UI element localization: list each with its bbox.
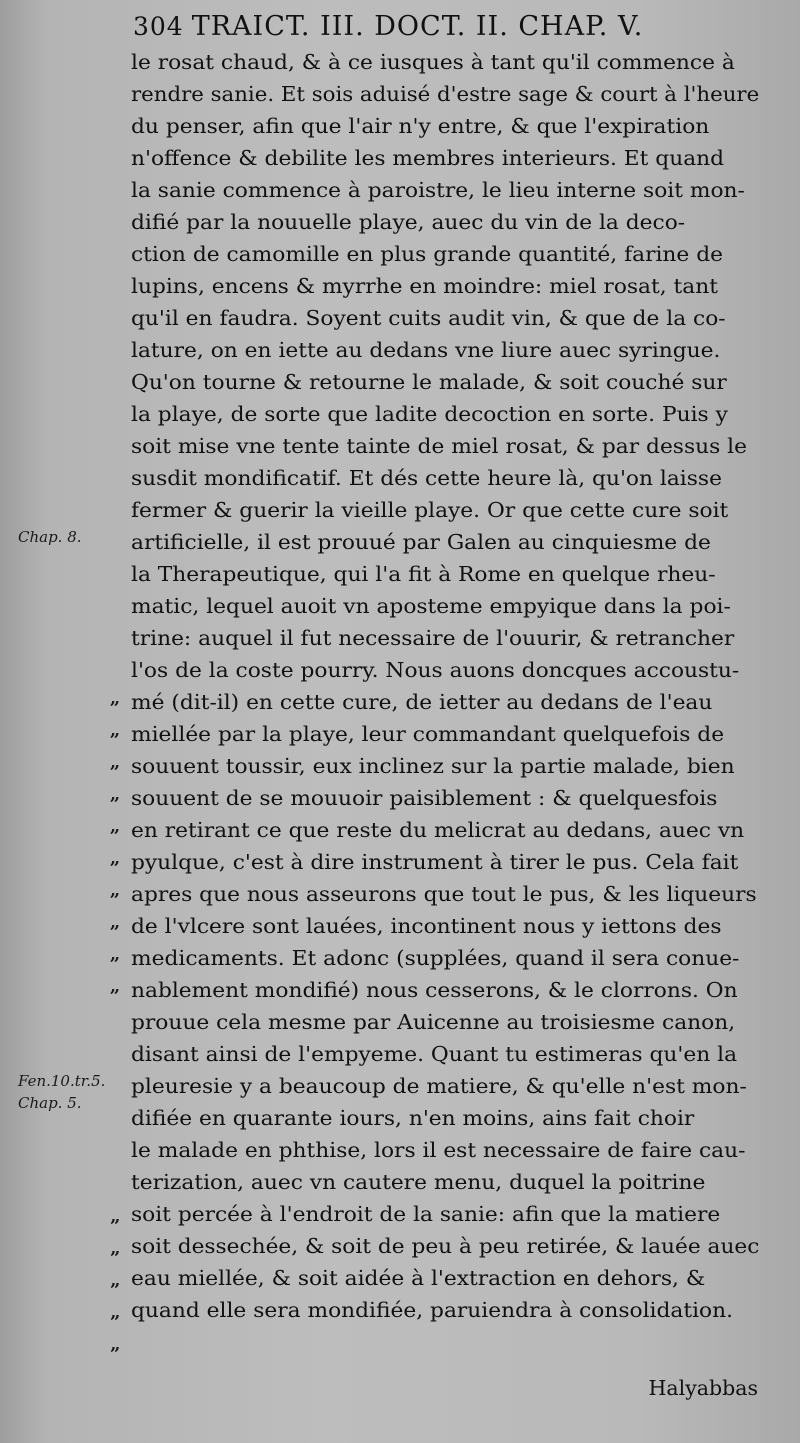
text-line: Qu'on tourne & retourne le malade, & soit couché sur [131,370,727,394]
body-text [131,46,761,1326]
text-line: disant ainsi de l'empyeme. Quant tu estimeras qu'en la [131,1042,738,1066]
text-line: la sanie commence à paroistre, le lieu interne soit mon- [131,178,745,202]
quote-mark: ” [109,1248,121,1269]
quote-mark: ” [109,1216,121,1237]
text-line: nablement mondifié) nous cesserons, & le clorrons. On [131,978,738,1002]
quote-mark: „ [109,752,121,773]
quote-mark: „ [109,688,121,709]
text-line: souuent toussir, eux inclinez sur la partie malade, bien [131,754,735,778]
page-number: 304 [133,12,184,41]
margin-note-chap-8: Chap. 8. [18,528,82,546]
text-line: lature, on en iette au dedans vne liure auec syringue. [131,338,721,362]
text-line: soit percée à l'endroit de la sanie: afin que la matiere [131,1202,721,1226]
text-line: le rosat chaud, & à ce iusques à tant qu'il commence à [131,50,735,74]
running-head [133,10,773,44]
margin-note-fen: Fen.10.tr.5. [18,1072,106,1090]
quote-mark: „ [109,976,121,997]
text-line: mé (dit-il) en cette cure, de ietter au dedans de l'eau [131,690,713,714]
text-line: difiée en quarante iours, n'en moins, ains fait choir [131,1106,695,1130]
quote-mark: „ [109,784,121,805]
text-line: en retirant ce que reste du melicrat au dedans, auec vn [131,818,745,842]
text-line: difié par la nouuelle playe, auec du vin de la deco- [131,210,686,234]
quote-mark: „ [109,848,121,869]
quote-mark: ” [109,1344,121,1365]
text-line: quand elle sera mondifiée, paruiendra à consolidation. [131,1298,734,1322]
text-line: apres que nous asseurons que tout le pus, & les liqueurs [131,882,757,906]
text-line: de l'vlcere sont lauées, incontinent nous y iettons des [131,914,722,938]
text-line: medicaments. Et adonc (supplées, quand il sera conue- [131,946,740,970]
text-line: terization, auec vn cautere menu, duquel la poitrine [131,1170,706,1194]
quote-mark: „ [109,912,121,933]
quote-mark: „ [109,816,121,837]
text-line: trine: auquel il fut necessaire de l'ouurir, & retrancher [131,626,735,650]
text-line: ction de camomille en plus grande quantité, farine de [131,242,723,266]
text-line: soit mise vne tente tainte de miel rosat, & par dessus le [131,434,747,458]
text-line: qu'il en faudra. Soyent cuits audit vin, & que de la co- [131,306,726,330]
quote-mark: ” [109,1312,121,1333]
text-line: le malade en phthise, lors il est necessaire de faire cau- [131,1138,746,1162]
quote-mark: „ [109,720,121,741]
text-line: la Therapeutique, qui l'a fit à Rome en quelque rheu- [131,562,716,586]
text-line: miellée par la playe, leur commandant quelquefois de [131,722,725,746]
text-line: eau miellée, & soit aidée à l'extraction en dehors, & [131,1266,706,1290]
text-line: prouue cela mesme par Auicenne au troisiesme canon, [131,1010,736,1034]
running-head-title: TRAICT. III. DOCT. II. CHAP. V. [191,11,644,42]
text-line: pyulque, c'est à dire instrument à tirer le pus. Cela fait [131,850,739,874]
text-line: souuent de se mouuoir paisiblement : & quelquesfois [131,786,718,810]
text-line: lupins, encens & myrrhe en moindre: miel rosat, tant [131,274,718,298]
catchword: Halyabbas [648,1376,758,1400]
text-line: matic, lequel auoit vn aposteme empyique dans la poi- [131,594,731,618]
quote-mark: „ [109,880,121,901]
text-line: l'os de la coste pourry. Nous auons doncques accoustu- [131,658,740,682]
text-line: susdit mondificatif. Et dés cette heure là, qu'on laisse [131,466,722,490]
text-line: fermer & guerir la vieille playe. Or que cette cure soit [131,498,729,522]
text-line: rendre sanie. Et sois aduisé d'estre sage & court à l'heure [131,82,760,106]
text-line: n'offence & debilite les membres interieurs. Et quand [131,146,725,170]
text-line: soit dessechée, & soit de peu à peu retirée, & lauée auec [131,1234,760,1258]
text-line: la playe, de sorte que ladite decoction en sorte. Puis y [131,402,728,426]
quote-mark: „ [109,944,121,965]
text-line: artificielle, il est prouué par Galen au cinquiesme de [131,530,711,554]
quote-mark: ” [109,1280,121,1301]
margin-note-chap-5: Chap. 5. [18,1094,82,1112]
text-line: du penser, afin que l'air n'y entre, & que l'expiration [131,114,710,138]
text-line: pleuresie y a beaucoup de matiere, & qu'elle n'est mon- [131,1074,747,1098]
